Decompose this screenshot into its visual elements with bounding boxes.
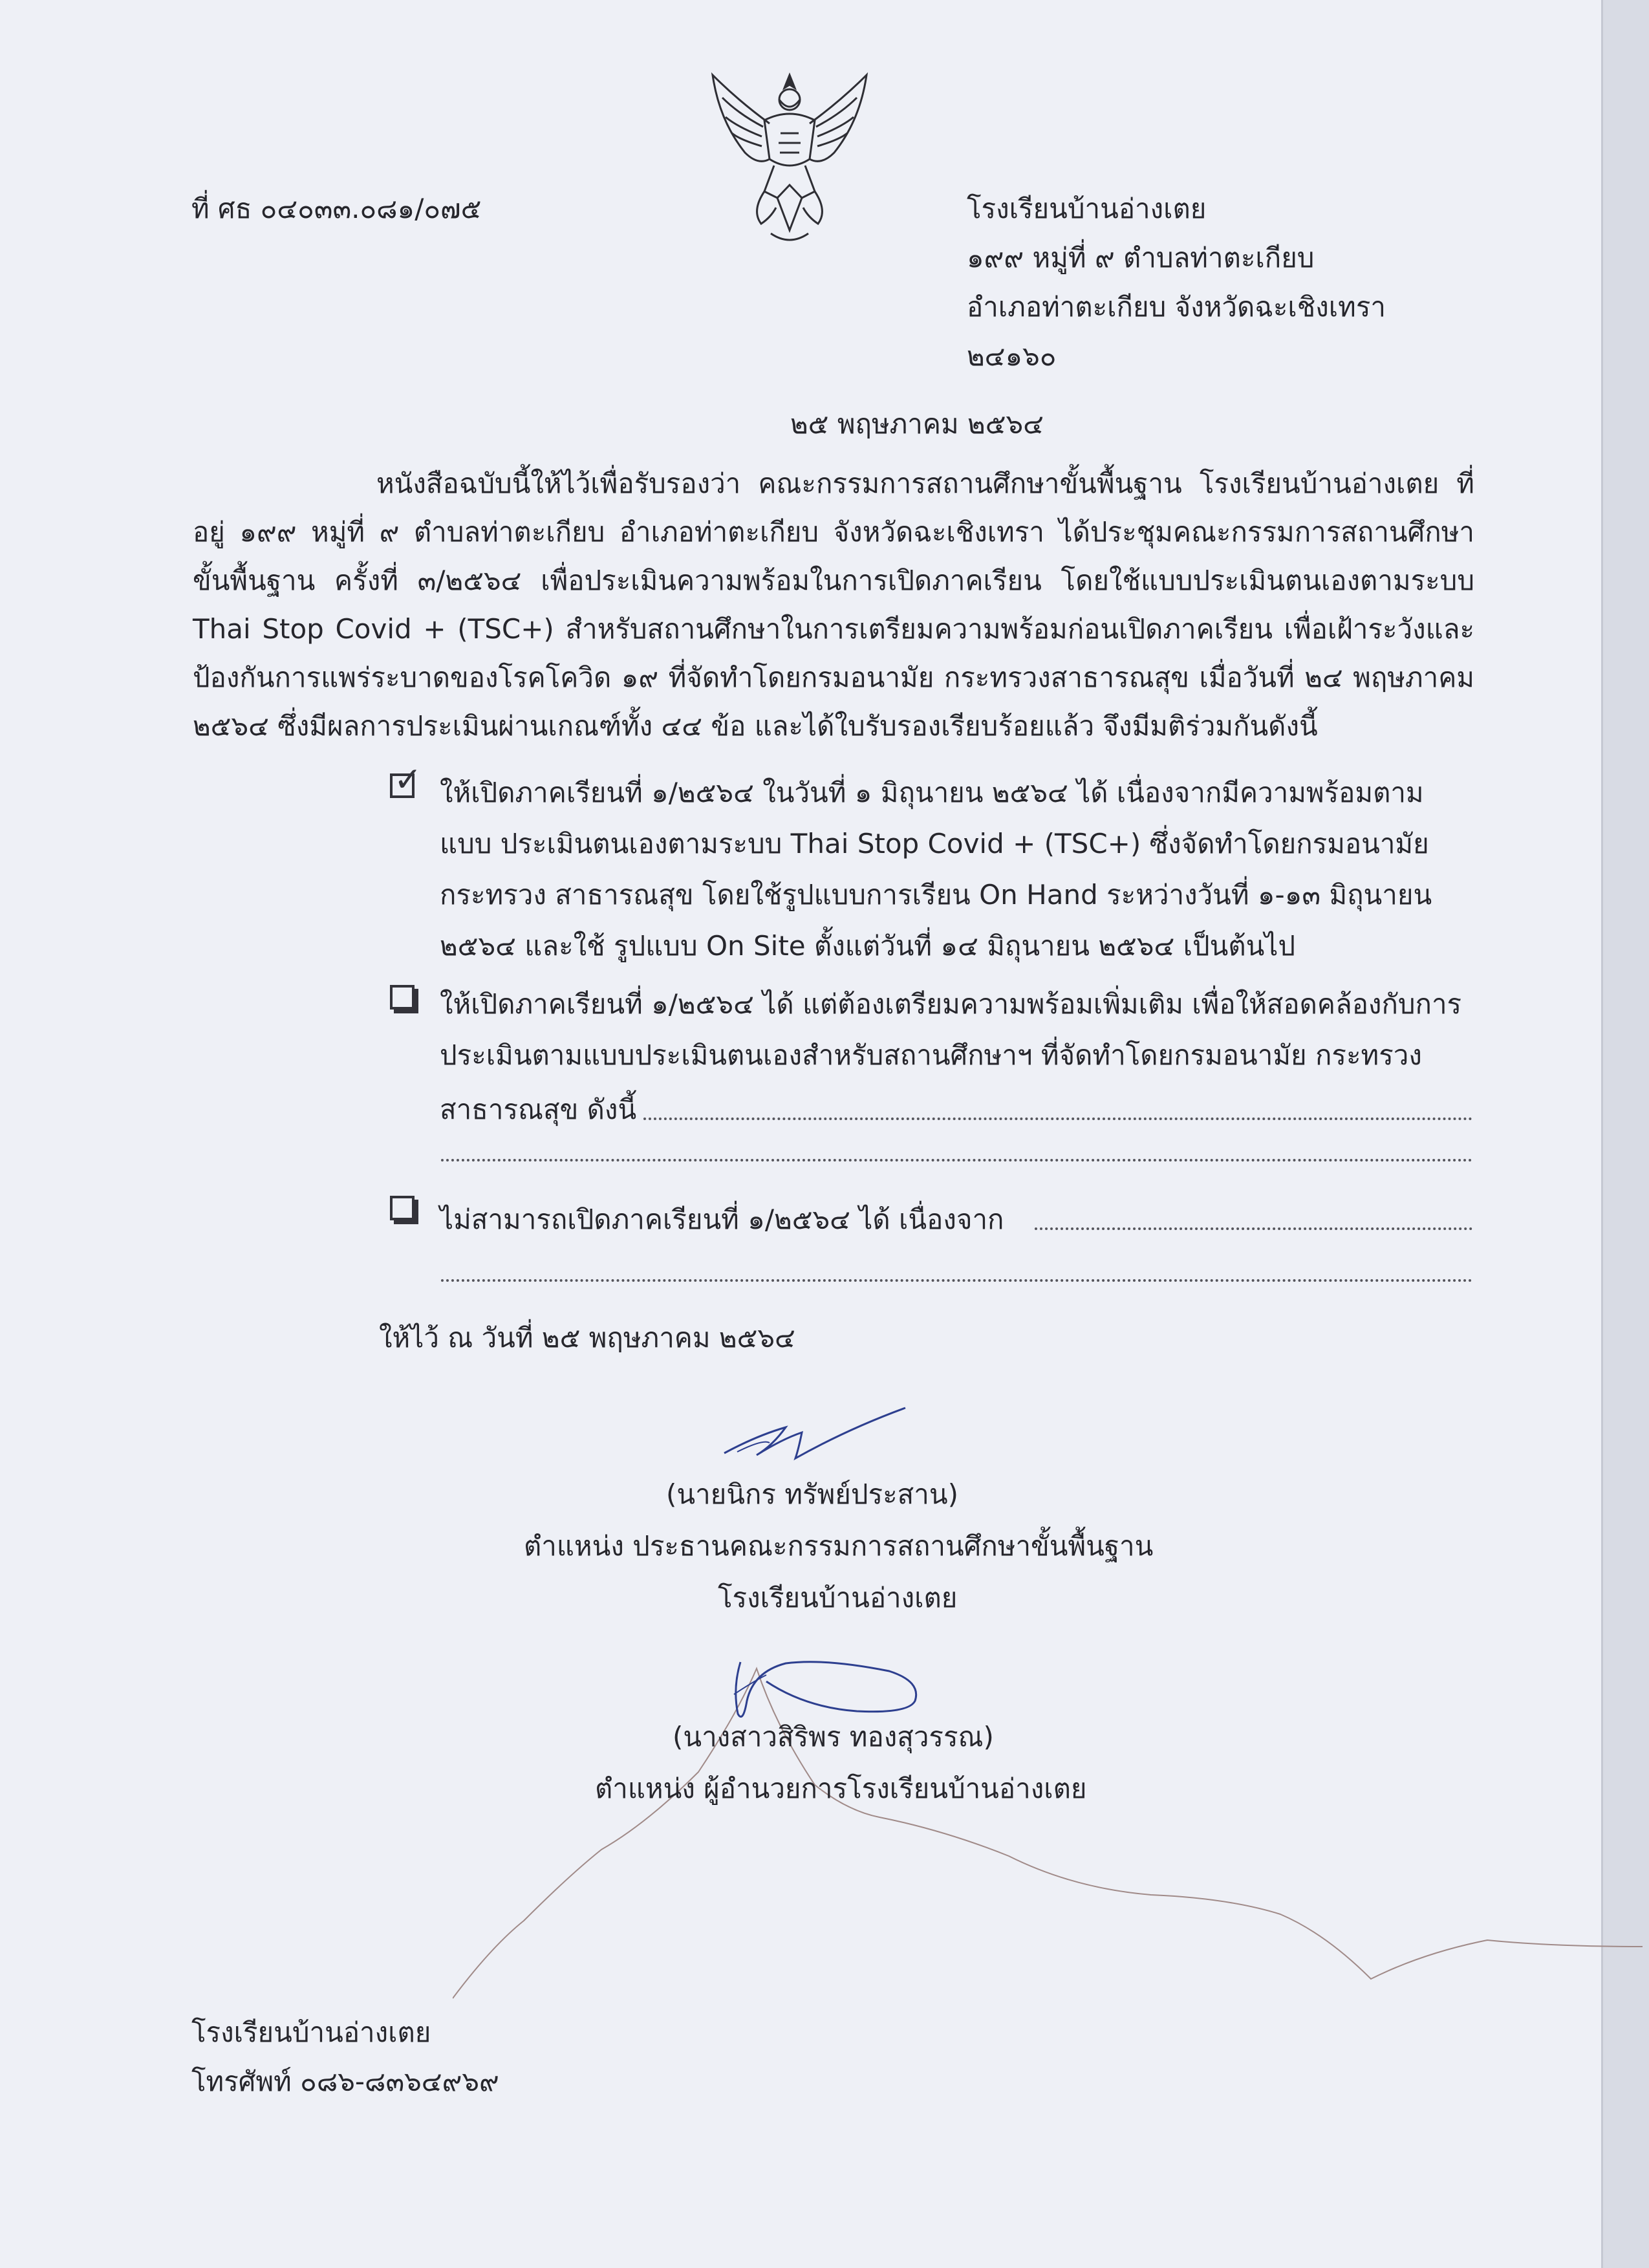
option-open-with-preparation [440, 978, 1474, 1081]
option-open-on-schedule [440, 767, 1474, 971]
footer-school: โรงเรียนบ้านอ่างเตย [191, 2016, 431, 2048]
school-address-district: อำเภอท่าตะเกียบ จังหวัดฉะเชิงเทรา [967, 291, 1386, 323]
fill-in-line-3 [1035, 1227, 1472, 1230]
fill-in-line-1 [643, 1118, 1472, 1120]
chairman-name: (นายนิกร ทรัพย์ประสาน) [666, 1478, 958, 1510]
option-open-on-schedule-checkbox[interactable] [390, 761, 422, 799]
reference-number: ที่ ศธ ๐๔๐๓๓.๐๘๑/๐๗๕ [191, 193, 482, 224]
option-cannot-open-checkbox[interactable] [390, 1196, 415, 1220]
option-open-with-preparation-checkbox[interactable] [390, 985, 415, 1010]
certification-text: หนังสือฉบับนี้ให้ไว้เพื่อรับรองว่า คณะกรรมการสถานศึกษาขั้นพื้นฐาน โรงเรียนบ้านอ่างเตย ที่อยู่ ๑๙๙ หมู่ที่ ๙ ตำบลท่าตะเกียบ อำเภอท่าตะเกียบ จังหวัดฉะเชิงเทรา ได้ประชุมคณะกรรมการสถานศึกษา ขั้นพื้นฐาน ครั้งที่ ๓/๒๕๖๔ เพื่อประเมินความพร้อมในการเปิดภาคเรียน โดยใช้แบบประเมินตนเองตามระบบ Thai Stop Covid + (TSC+) สำหรับสถานศึกษาในการเตรียมความพร้อมก่อนเปิดภาคเรียน เพื่อเฝ้าระวังและ ป้องกันการแพร่ระบาดของโรคโควิด ๑๙ ที่จัดทำโดยกรมอนามัย กระทรวงสาธารณสุข เมื่อวันที่ ๒๔ พฤษภาคม ๒๕๖๔ ซึ่งมีผลการประเมินผ่านเกณฑ์ทั้ง ๔๔ ข้อ และได้ใบรับรองเรียบร้อยแล้ว จึงมีมติร่วมกันดังนี้ [193, 468, 1474, 742]
director-position: ตำแหน่ง ผู้อำนวยการโรงเรียนบ้านอ่างเตย [595, 1773, 1087, 1804]
option-open-with-preparation-text: ให้เปิดภาคเรียนที่ ๑/๒๕๖๔ ได้ แต่ต้องเตรียมความพร้อมเพิ่มเติม เพื่อให้สอดคล้องกับการ ประเมินตามแบบประเมินตนเองสำหรับสถานศึกษาฯ ที่จัดทำโดยกรมอนามัย กระทรวง [440, 988, 1462, 1071]
chairman-school: โรงเรียนบ้านอ่างเตย [718, 1582, 958, 1614]
fill-in-line-2 [441, 1159, 1472, 1161]
director-signature [727, 1656, 960, 1727]
school-address-village: ๑๙๙ หมู่ที่ ๙ ตำบลท่าตะเกียบ [967, 242, 1315, 274]
school-address-name: โรงเรียนบ้านอ่างเตย [967, 193, 1207, 224]
pen-stroke-line [453, 1643, 1649, 2005]
given-date: ให้ไว้ ณ วันที่ ๒๕ พฤษภาคม ๒๕๖๔ [379, 1322, 795, 1354]
option-open-on-schedule-text: ให้เปิดภาคเรียนที่ ๑/๒๕๖๔ ในวันที่ ๑ มิถุนายน ๒๕๖๔ ได้ เนื่องจากมีความพร้อมตามแบบ ประเมินตนเองตามระบบ Thai Stop Covid + (TSC+) ซึ่งจัดทำโดยกรมอนามัย กระทรวง สาธารณสุข โดยใช้รูปแบบการเรียน On Hand ระหว่างวันที่ ๑-๑๓ มิถุนายน ๒๕๖๔ และใช้ รูปแบบ On Site ตั้งแต่วันที่ ๑๔ มิถุนายน ๒๕๖๔ เป็นต้นไป [440, 777, 1432, 962]
school-address-postcode: ๒๔๑๖๐ [967, 340, 1057, 372]
fill-in-line-4 [441, 1279, 1472, 1282]
certification-paragraph [193, 459, 1474, 750]
footer-phone: โทรศัพท์ ๐๘๖-๘๓๖๔๙๖๙ [191, 2066, 499, 2097]
checkmark-icon: ✓ [394, 761, 422, 799]
garuda-emblem [700, 62, 879, 250]
letter-date: ๒๕ พฤษภาคม ๒๕๖๔ [790, 408, 1044, 440]
option-open-with-preparation-tail: สาธารณสุข ดังนี้ [440, 1094, 637, 1125]
chairman-position: ตำแหน่ง ประธานคณะกรรมการสถานศึกษาขั้นพื้นฐาน [524, 1530, 1154, 1562]
option-cannot-open-text: ไม่สามารถเปิดภาคเรียนที่ ๑/๒๕๖๔ ได้ เนื่องจาก [440, 1204, 1004, 1235]
chairman-signature [718, 1400, 912, 1471]
director-name: (นางสาวสิริพร ทองสุวรรณ) [673, 1721, 994, 1753]
